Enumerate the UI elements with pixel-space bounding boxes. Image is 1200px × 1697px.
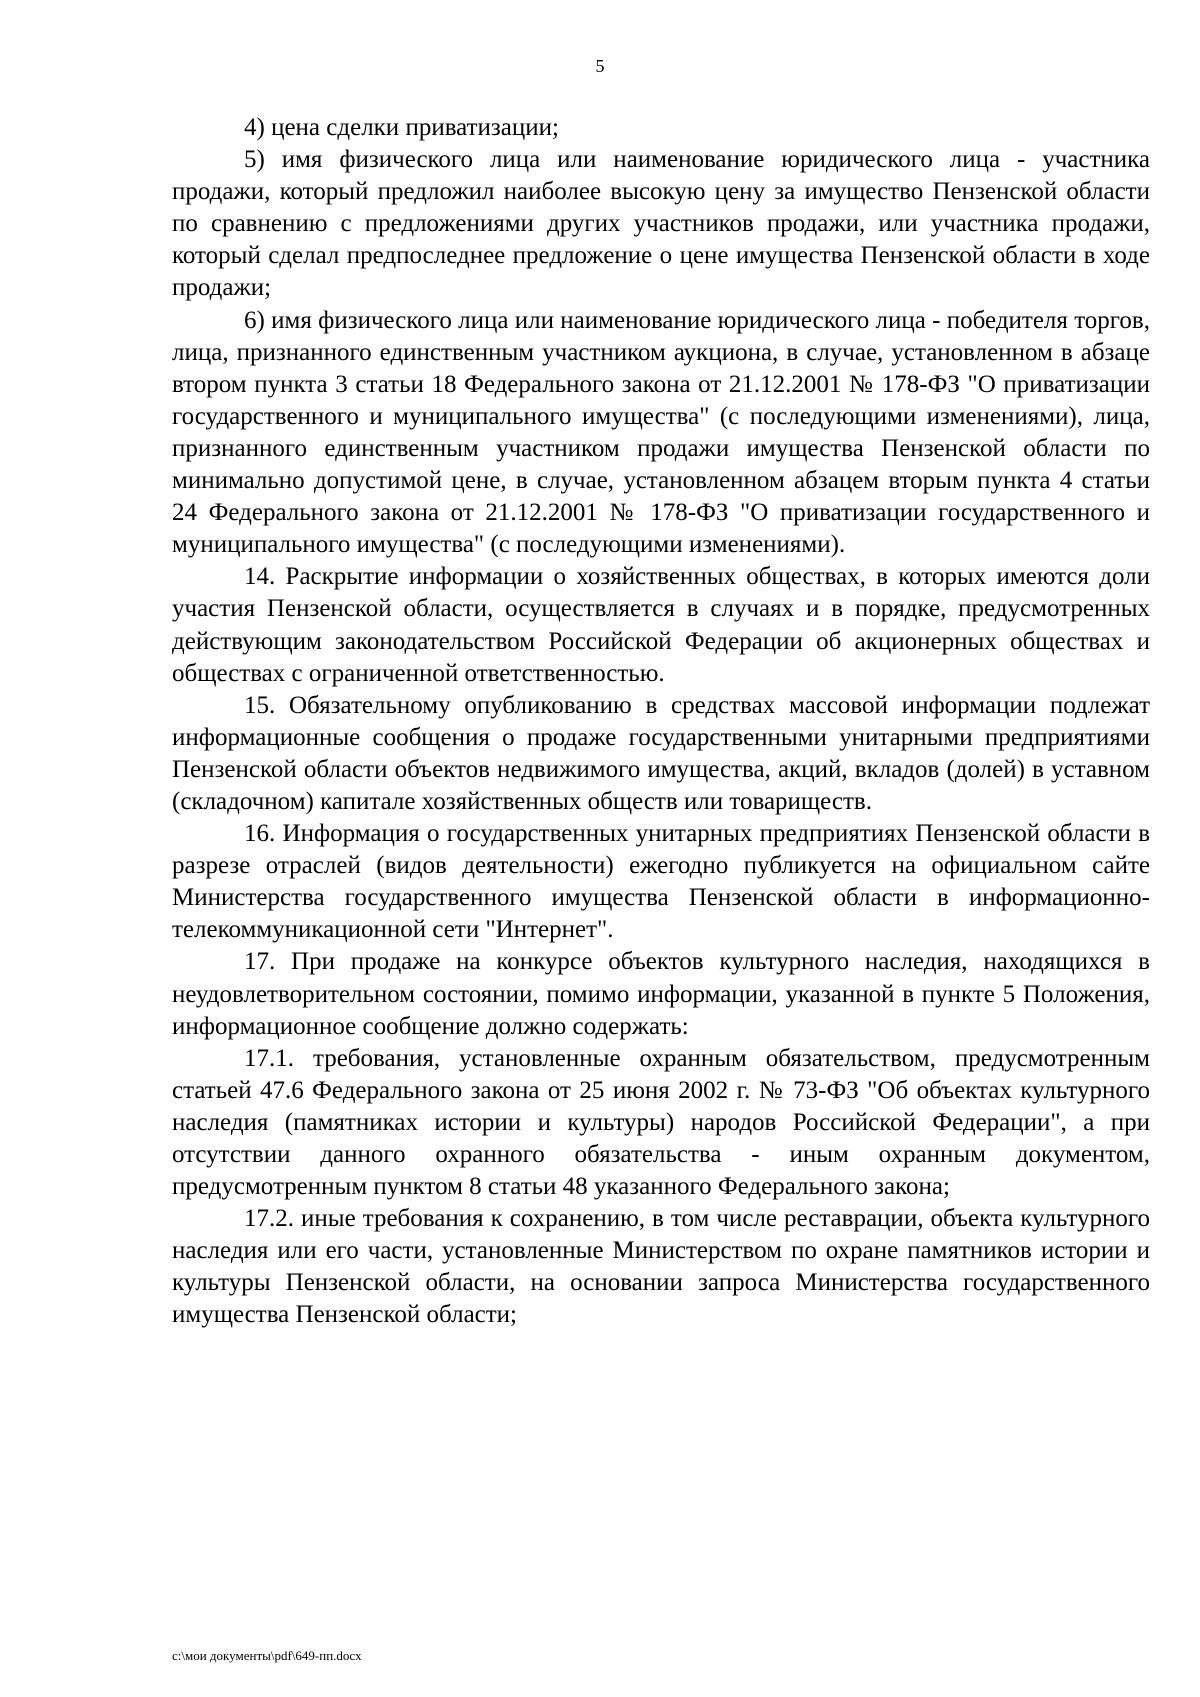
footer-file-path: c:\мои документы\pdf\649-пп.docx bbox=[172, 1648, 362, 1663]
paragraph-17-2: 17.2. иные требования к сохранению, в том числе реставрации, объекта культурного наследия или его части, установленные Министерством по охране памятников истории и культуры Пензенской области, на основании запроса Министерства государственного имущества Пензенской области; bbox=[172, 1205, 1150, 1329]
paragraph-14: 14. Раскрытие информации о хозяйственных обществах, в которых имеются доли участия Пензенской области, осуществляется в случаях и в порядке, предусмотренных действующим законодательством Российской Федерации об акционерных обществах и обществах с ограниченной ответственностью. bbox=[172, 563, 1150, 687]
document-body bbox=[172, 112, 1150, 1332]
paragraph-17-1: 17.1. требования, установленные охранным обязательством, предусмотренным статьей 47.6 Федерального закона от 25 июня 2002 г. № 73-ФЗ "Об объектах культурного наследия (памятниках истории и культуры) народов Российской Федерации", а при отсутствии данного охранного обязательства - иным охранным документом, предусмотренным пунктом 8 статьи 48 указанного Федерального закона; bbox=[172, 1044, 1150, 1201]
paragraph-item-5: 5) имя физического лица или наименование юридического лица - участника продажи, который предложил наиболее высокую цену за имущество Пензенской области по сравнению с предложениями других участников продажи, или участника продажи, который сделал предпоследнее предложение о цене имущества Пензенской области в ходе продажи; bbox=[172, 146, 1150, 302]
paragraph-17: 17. При продаже на конкурсе объектов культурного наследия, находящихся в неудовлетворительном состоянии, помимо информации, указанной в пункте 5 Положения, информационное сообщение должно содержать: bbox=[172, 948, 1150, 1040]
paragraph-item-6: 6) имя физического лица или наименование юридического лица - победителя торгов, лица, признанного единственным участником аукциона, в случае, установленном в абзаце втором пункта 3 статьи 18 Федерального закона от 21.12.2001 № 178-ФЗ "О приватизации государственного и муниципального имущества" (с последующими изменениями), лица, признанного единственным участником продажи имущества Пензенской области по минимально допустимой цене, в случае, установленном абзацем вторым пункта 4 статьи 24 Федерального закона от 21.12.2001 № 178-ФЗ "О приватизации государственного и муниципального имущества" (с последующими изменениями). bbox=[172, 306, 1150, 559]
paragraph-15: 15. Обязательному опубликованию в средствах массовой информации подлежат информационные сообщения о продаже государственными унитарными предприятиями Пензенской области объектов недвижимого имущества, акций, вкладов (долей) в уставном (складочном) капитале хозяйственных обществ или товариществ. bbox=[172, 691, 1150, 815]
page-number: 5 bbox=[595, 56, 605, 76]
paragraph-item-4: 4) цена сделки приватизации; bbox=[244, 114, 559, 141]
paragraph-16: 16. Информация о государственных унитарных предприятиях Пензенской области в разрезе отраслей (видов деятельности) ежегодно публикуется на официальном сайте Министерства государственного имущества Пензенской области в информационно-телекоммуникационной сети "Интернет". bbox=[172, 820, 1150, 944]
